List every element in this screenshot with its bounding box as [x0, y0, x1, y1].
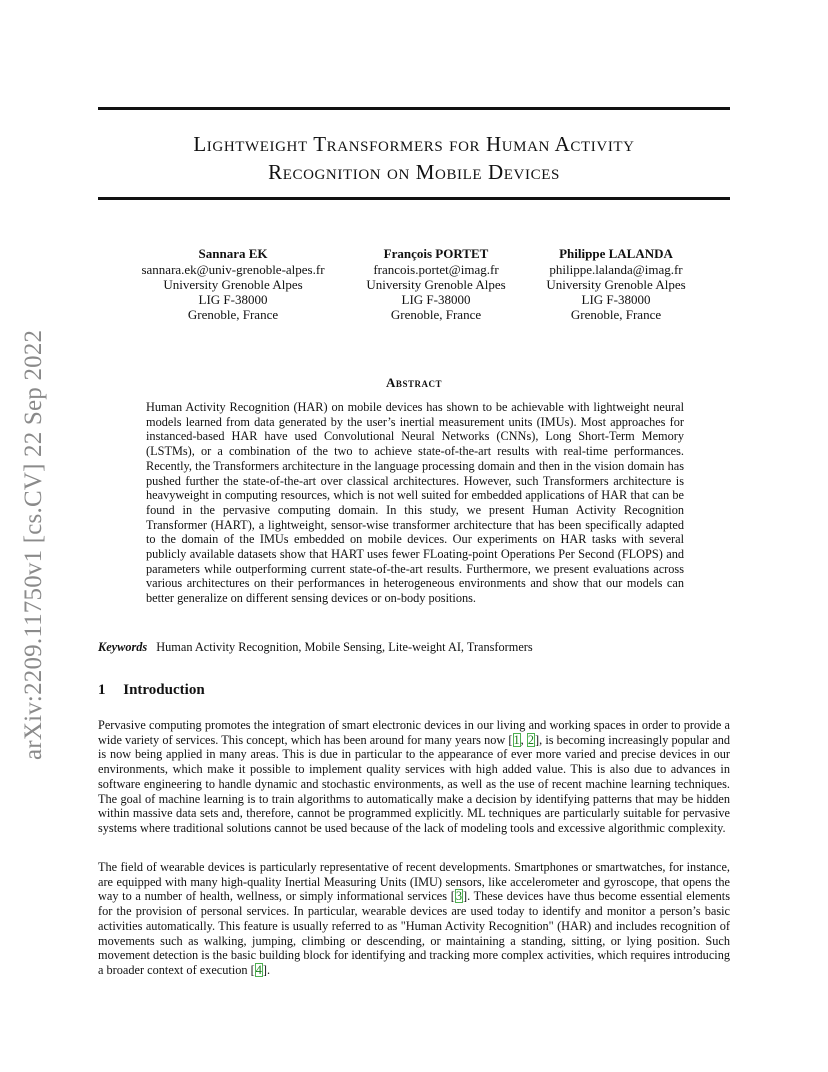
citation-link[interactable]: 2 [527, 732, 535, 747]
author-city: Grenoble, France [390, 307, 482, 322]
title-line-2: Recognition on Mobile Devices [268, 160, 560, 184]
author-name: Sannara EK [198, 246, 268, 261]
keywords [98, 640, 730, 655]
paragraph-text: Pervasive computing promotes the integration of smart electronic devices in our living and working spaces in order to provide a wide variety of services. This concept, which has been around for many years now [ [98, 718, 730, 747]
citation-separator: , [520, 732, 527, 747]
paragraph-text: ], is becoming increasingly popular and is now being applied in many areas. This is due in particular to the appearance of ever more varied and precise devices in our environments, which make it possible to implement quality services with high added value. This is also due to advances in software engineering to handle dynamic and stochastic environments, as well as the use of recent machine learning techniques. The goal of machine learning is to train algorithms to automatically make a decision by identifying patterns that may be hidden within massive data sets and, therefore, cannot be programmed explicitly. ML techniques are particularly suitable for pervasive systems where traditional solutions cannot be used because of the lack of modeling tools and excessive algorithmic complexity. [98, 732, 730, 835]
author-lab: LIG F-38000 [401, 292, 471, 307]
author-city: Grenoble, France [187, 307, 279, 322]
title-line-1: Lightweight Transformers for Human Activity [193, 132, 635, 156]
paragraph-text: The field of wearable devices is particularly representative of recent developments. Smartphones or smartwatches, for instance, are equipped with many high-quality Inertial Measuring Units (IMU) sensors, like accelerometer and gyroscope, that opens the way to a number of health, wellness, or simply informational services [ [98, 860, 730, 904]
section-heading [98, 682, 205, 699]
paragraph-2 [98, 860, 730, 978]
citation-link[interactable]: 1 [513, 732, 520, 747]
author-email[interactable]: francois.portet@imag.fr [373, 262, 499, 277]
author-affiliation: University Grenoble Alpes [366, 277, 506, 292]
abstract-heading: Abstract [386, 375, 442, 390]
author-lab: LIG F-38000 [581, 292, 651, 307]
paragraph-text: ]. [262, 962, 271, 977]
title-top-rule [98, 107, 730, 110]
author-lab: LIG F-38000 [198, 292, 268, 307]
keywords-text: Human Activity Recognition, Mobile Sensing, Lite-weight AI, Transformers [156, 640, 533, 654]
paragraph-text: ]. These devices have thus become essential elements for the provision of personal services. In particular, wearable devices are used today to identify and monitor a person’s basic activities automatically. This feature is usually referred to as "Human Activity Recognition" (HAR) and includes recognition of movements such as walking, jumping, climbing or descending, or maintaining a standing, sitting, or lying position. Such movement detection is the basic building block for identifying and tracking more complex activities, which requires introducing a broader context of execution [ [98, 889, 731, 977]
keywords-label: Keywords [98, 640, 148, 654]
citation-link[interactable]: 4 [255, 962, 262, 977]
abstract-text: Human Activity Recognition (HAR) on mobile devices has shown to be achievable with lightweight neural models learned from data generated by the user’s inertial measurement units (IMUs). Most approaches for instanced-based HAR have used Convolutional Neural Networks (CNNs), Long Short-Term Memory (LSTMs), or a combination of the two to achieve state-of-the-art results with real-time performances. Recently, the Transformers architecture in the language processing domain and then in the vision domain has pushed further the state-of-the-art over classical architectures. However, such Transformers architecture is heavyweight in computing resources, which is not well suited for embedded applications of HAR that can be found in the pervasive computing domain. In this study, we present Human Activity Recognition Transformer (HART), a lightweight, sensor-wise transformer architecture that has been specifically adapted to the domain of the IMUs embedded on mobile devices. Our experiments on HAR tasks with several publicly available datasets show that HART uses fewer FLoating-point Operations Per Second (FLOPS) and parameters while outperforming current state-of-the-art results. Furthermore, we present evaluations across various architectures on their performances in heterogeneous environments and show that our models can better generalize on different sensing devices or on-body positions. [146, 400, 684, 606]
section-title: Introduction [123, 682, 205, 698]
arxiv-stamp: arXiv:2209.11750v1 [cs.CV] 22 Sep 2022 [20, 329, 47, 760]
author-1 [128, 246, 338, 322]
paragraph-1 [98, 718, 730, 836]
author-affiliation: University Grenoble Alpes [546, 277, 686, 292]
citation-link[interactable]: 3 [455, 889, 462, 904]
author-3 [511, 246, 721, 322]
author-email[interactable]: sannara.ek@univ-grenoble-alpes.fr [141, 262, 325, 277]
author-2 [331, 246, 541, 322]
author-affiliation: University Grenoble Alpes [163, 277, 303, 292]
section-number: 1 [98, 682, 106, 698]
paper-title [98, 130, 730, 186]
author-email[interactable]: philippe.lalanda@imag.fr [549, 262, 683, 277]
title-bottom-rule [98, 197, 730, 200]
author-name: François PORTET [383, 246, 489, 261]
author-name: Philippe LALANDA [559, 246, 673, 261]
author-city: Grenoble, France [570, 307, 662, 322]
